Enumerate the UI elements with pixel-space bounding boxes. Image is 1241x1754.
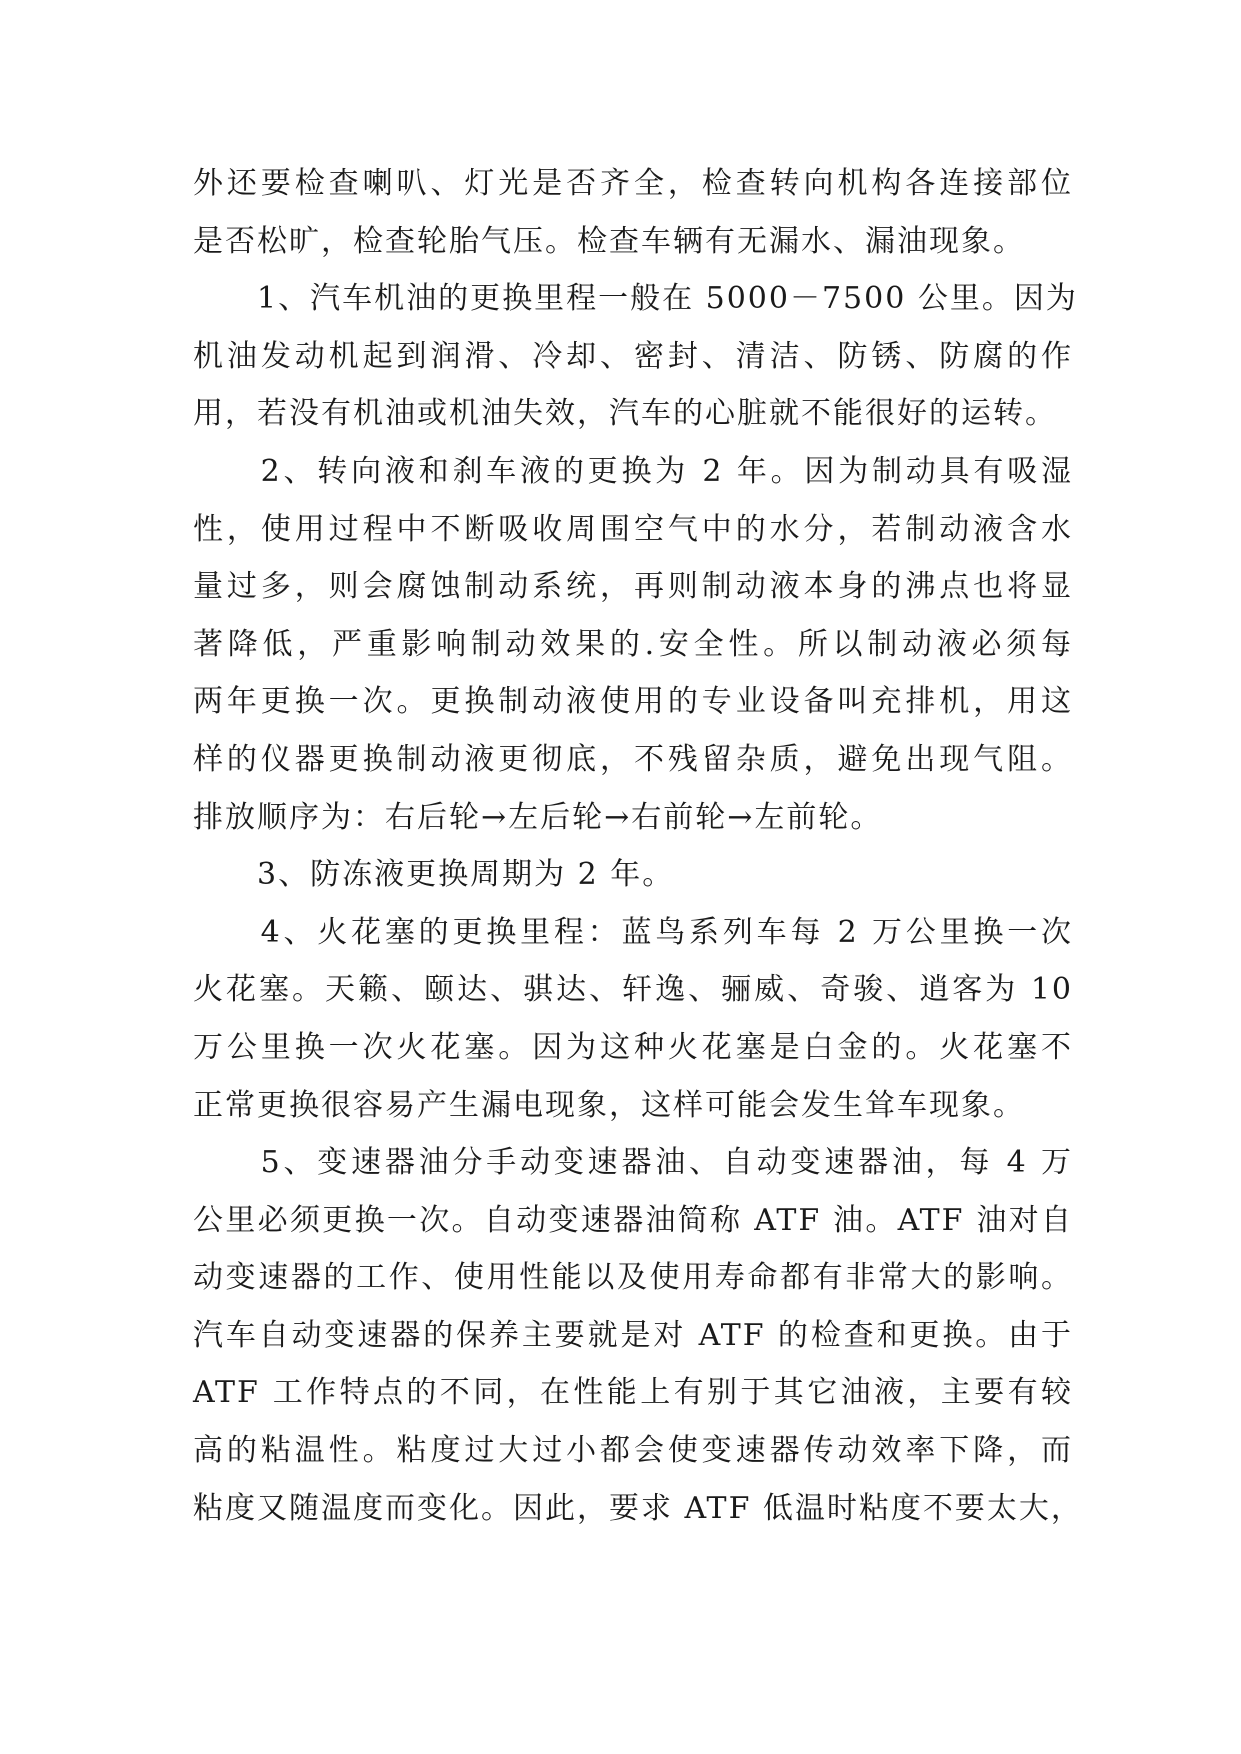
text-line: 两年更换一次。更换制动液使用的专业设备叫充排机，用这 <box>193 684 1073 720</box>
text-line: 5、变速器油分手动变速器油、自动变速器油，每 4 万 <box>193 1145 1073 1181</box>
text-line: 2、转向液和刹车液的更换为 2 年。因为制动具有吸湿 <box>193 453 1073 489</box>
document-body <box>193 155 1083 1537</box>
text-line: 著降低，严重影响制动效果的.安全性。所以制动液必须每 <box>193 626 1073 662</box>
text-line: 动变速器的工作、使用性能以及使用寿命都有非常大的影响。 <box>193 1260 1073 1296</box>
text-line: 用，若没有机油或机油失效，汽车的心脏就不能很好的运转。 <box>193 396 1057 432</box>
text-line: 汽车自动变速器的保养主要就是对 ATF 的检查和更换。由于 <box>193 1317 1073 1353</box>
text-line: 4、火花塞的更换里程：蓝鸟系列车每 2 万公里换一次 <box>193 914 1073 950</box>
text-line: 样的仪器更换制动液更彻底，不残留杂质，避免出现气阻。 <box>193 741 1073 777</box>
text-line: 3、防冻液更换周期为 2 年。 <box>193 857 675 893</box>
text-line: 火花塞。天籁、颐达、骐达、轩逸、骊威、奇骏、逍客为 10 <box>193 972 1073 1008</box>
text-line: 公里必须更换一次。自动变速器油简称 ATF 油。ATF 油对自 <box>193 1202 1073 1238</box>
text-line: 排放顺序为：右后轮→左后轮→右前轮→左前轮。 <box>193 799 883 835</box>
text-line: 性，使用过程中不断吸收周围空气中的水分，若制动液含水 <box>193 511 1073 547</box>
text-line: 机油发动机起到润滑、冷却、密封、清洁、防锈、防腐的作 <box>193 338 1073 374</box>
text-line: 高的粘温性。粘度过大过小都会使变速器传动效率下降，而 <box>193 1433 1073 1469</box>
text-line: 粘度又随温度而变化。因此，要求 ATF 低温时粘度不要太大， <box>193 1490 1083 1526</box>
text-line: 1、汽车机油的更换里程一般在 5000－7500 公里。因为 <box>193 281 1078 317</box>
text-line: ATF 工作特点的不同，在性能上有别于其它油液，主要有较 <box>193 1375 1073 1411</box>
text-line: 万公里换一次火花塞。因为这种火花塞是白金的。火花塞不 <box>193 1029 1073 1065</box>
text-line: 是否松旷，检查轮胎气压。检查车辆有无漏水、漏油现象。 <box>193 223 1025 259</box>
text-line: 正常更换很容易产生漏电现象，这样可能会发生耸车现象。 <box>193 1087 1025 1123</box>
text-line: 量过多，则会腐蚀制动系统，再则制动液本身的沸点也将显 <box>193 569 1073 605</box>
text-line: 外还要检查喇叭、灯光是否齐全，检查转向机构各连接部位 <box>193 166 1073 201</box>
